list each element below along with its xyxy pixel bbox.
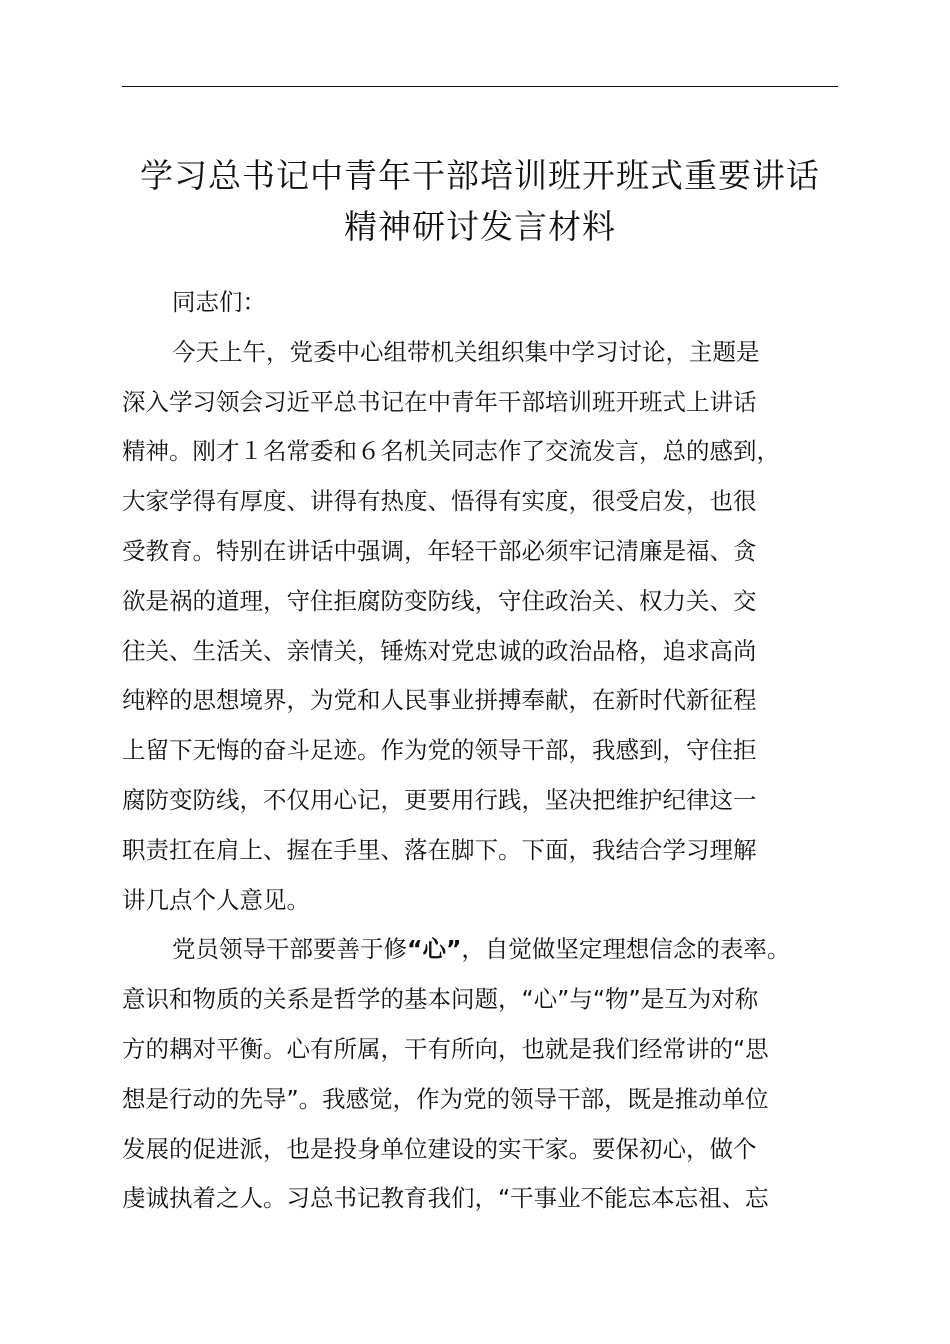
paragraph-line: 今天上午，党委中心组带机关组织集中学习讨论，主题是	[172, 337, 760, 366]
paragraph-line: 大家学得有厚度、讲得有热度、悟得有实度，很受启发，也很	[122, 487, 757, 516]
paragraph-line: 讲几点个人意见。	[122, 885, 310, 914]
header-rule	[122, 86, 838, 87]
paragraph-line: 受教育。特别在讲话中强调，年轻干部必须牢记清廉是福、贪	[122, 536, 757, 565]
paragraph-line: 往关、生活关、亲情关，锤炼对党忠诚的政治品格，追求高尚	[122, 636, 757, 665]
paragraph-line: 职责扛在肩上、握在手里、落在脚下。下面，我结合学习理解	[122, 835, 757, 864]
paragraph-line: 发展的促进派，也是投身单位建设的实干家。要保初心，做个	[122, 1134, 757, 1163]
document-title	[100, 150, 860, 252]
title-line-2: 精神研讨发言材料	[344, 207, 616, 246]
paragraph-line: 深入学习领会习近平总书记在中青年干部培训班开班式上讲话	[122, 387, 757, 416]
paragraph-1	[122, 328, 862, 926]
title-line-1: 学习总书记中青年干部培训班开班式重要讲话	[140, 156, 820, 195]
paragraph-line: 腐防变防线，不仅用心记，更要用行践，坚决把维护纪律这一	[122, 785, 757, 814]
paragraph-line: 精神。刚才１名常委和６名机关同志作了交流发言，总的感到，	[122, 437, 780, 466]
lead-quote: “心”	[407, 935, 462, 964]
salutation: 同志们：	[172, 288, 266, 316]
paragraph-line: 想是行动的先导”。我感觉，作为党的领导干部，既是推动单位	[122, 1084, 769, 1113]
lead-text-after: ，自觉做坚定理想信念的表率。	[461, 935, 791, 964]
paragraph-2	[122, 925, 862, 1224]
paragraph-line: 纯粹的思想境界，为党和人民事业拼搏奉献，在新时代新征程	[122, 686, 757, 715]
paragraph-lead-line	[122, 925, 862, 975]
paragraph-line: 虔诚执着之人。习总书记教育我们，“干事业不能忘本忘祖、忘	[122, 1184, 769, 1213]
paragraph-line: 意识和物质的关系是哲学的基本问题，“心”与“物”是互为对称	[122, 985, 759, 1014]
paragraph-line: 上留下无悔的奋斗足迹。作为党的领导干部，我感到，守住拒	[122, 736, 757, 765]
paragraph-line: 欲是祸的道理，守住拒腐防变防线，守住政治关、权力关、交	[122, 586, 757, 615]
document-body	[122, 278, 862, 1224]
paragraph-line: 方的耦对平衡。心有所属，干有所向，也就是我们经常讲的“思	[122, 1034, 769, 1063]
lead-text-before: 党员领导干部要善于修	[172, 935, 407, 964]
